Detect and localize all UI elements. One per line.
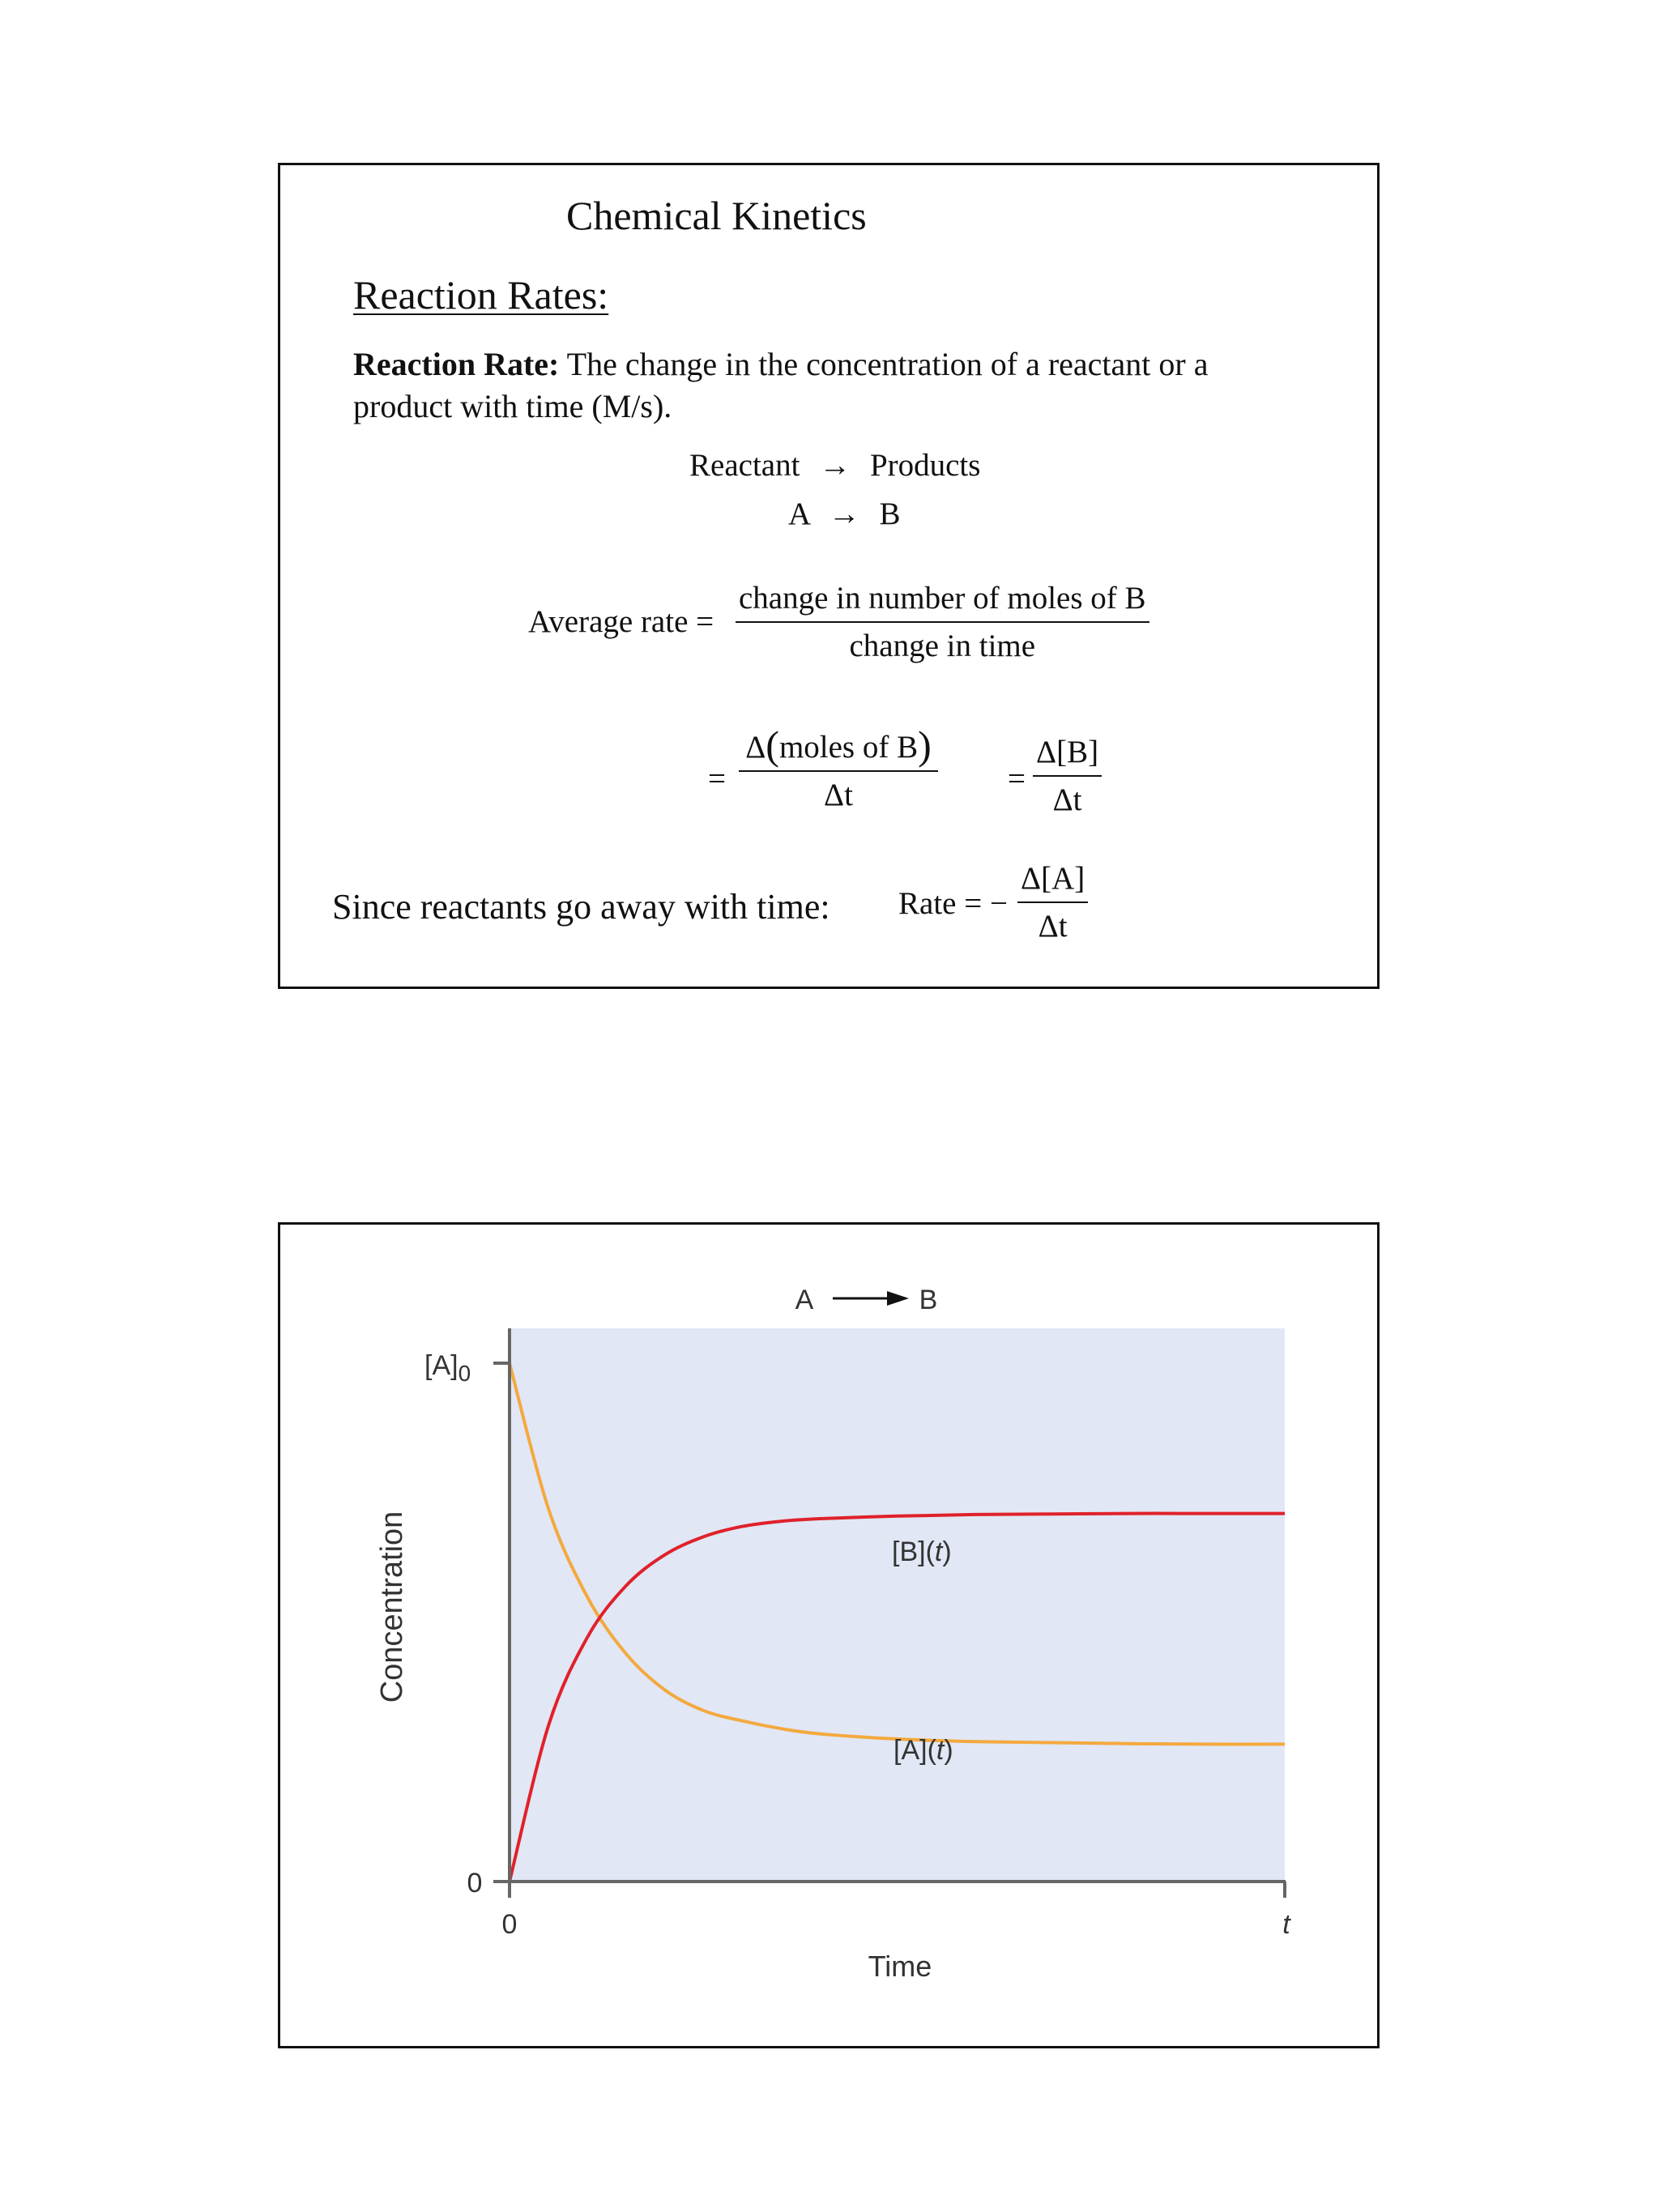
delta-moles-numerator (739, 722, 938, 772)
plot-background (510, 1328, 1285, 1882)
rate-label: Rate = − (898, 886, 1008, 921)
arrow-icon: → (828, 497, 860, 531)
concentration-time-chart (280, 1225, 1377, 2046)
y-tick-label-bottom: 0 (467, 1868, 483, 1899)
arrow-right-icon (887, 1291, 909, 1306)
x-tick-label-end: t (1282, 1909, 1290, 1940)
y-tick-label-top: $[A]_0$ (424, 1350, 471, 1386)
delta-symbol: Δ (745, 730, 766, 765)
delta-moles-denominator: Δt (824, 778, 853, 812)
rate-denominator: Δt (1038, 909, 1068, 944)
equals-sign: = (1008, 761, 1026, 796)
delta-b-fraction (1033, 734, 1102, 818)
average-rate-label: Average rate = (528, 604, 714, 639)
reactant-label: Reactant (689, 448, 800, 483)
moles-of-b: moles of B (778, 730, 919, 765)
delta-b-numerator: Δ[B] (1033, 734, 1102, 777)
average-rate-fraction (736, 580, 1149, 664)
series-a-label: [A](t) (893, 1735, 953, 1766)
series-b-label: [B](t) (892, 1536, 952, 1567)
products-label: Products (869, 448, 981, 483)
chart-title-b: B (919, 1285, 938, 1315)
slide-2 (278, 1222, 1380, 2048)
delta-b-denominator: Δt (1052, 782, 1082, 817)
y-axis-label: Concentration (375, 1511, 409, 1703)
average-rate-denominator: change in time (849, 629, 1036, 663)
x-axis-label: Time (868, 1950, 932, 1983)
chart-title-a: A (795, 1285, 814, 1315)
reaction-general (689, 447, 980, 484)
arrow-icon: → (819, 448, 851, 483)
x-tick-label-start: 0 (501, 1909, 518, 1940)
rate-fraction (1017, 860, 1088, 944)
since-text: Since reactants go away with time: (332, 887, 830, 927)
delta-moles-fraction (739, 722, 938, 813)
rate-numerator: Δ[A] (1017, 860, 1088, 903)
open-paren: ( (766, 722, 779, 768)
product-b: B (879, 497, 901, 531)
slide-1 (278, 163, 1380, 989)
reactant-a: A (788, 497, 810, 531)
definition-text: The change in the concentration of a reactant or a product with time (M/s). (353, 346, 1209, 424)
close-paren: ) (918, 722, 932, 768)
section-heading: Reaction Rates: (353, 272, 609, 318)
slide-title: Chemical Kinetics (566, 193, 867, 238)
definition (353, 343, 1293, 428)
average-rate-numerator: change in number of moles of B (736, 580, 1149, 623)
reaction-ab (788, 496, 901, 532)
equals-sign: = (708, 761, 726, 796)
definition-term: Reaction Rate: (353, 346, 560, 382)
